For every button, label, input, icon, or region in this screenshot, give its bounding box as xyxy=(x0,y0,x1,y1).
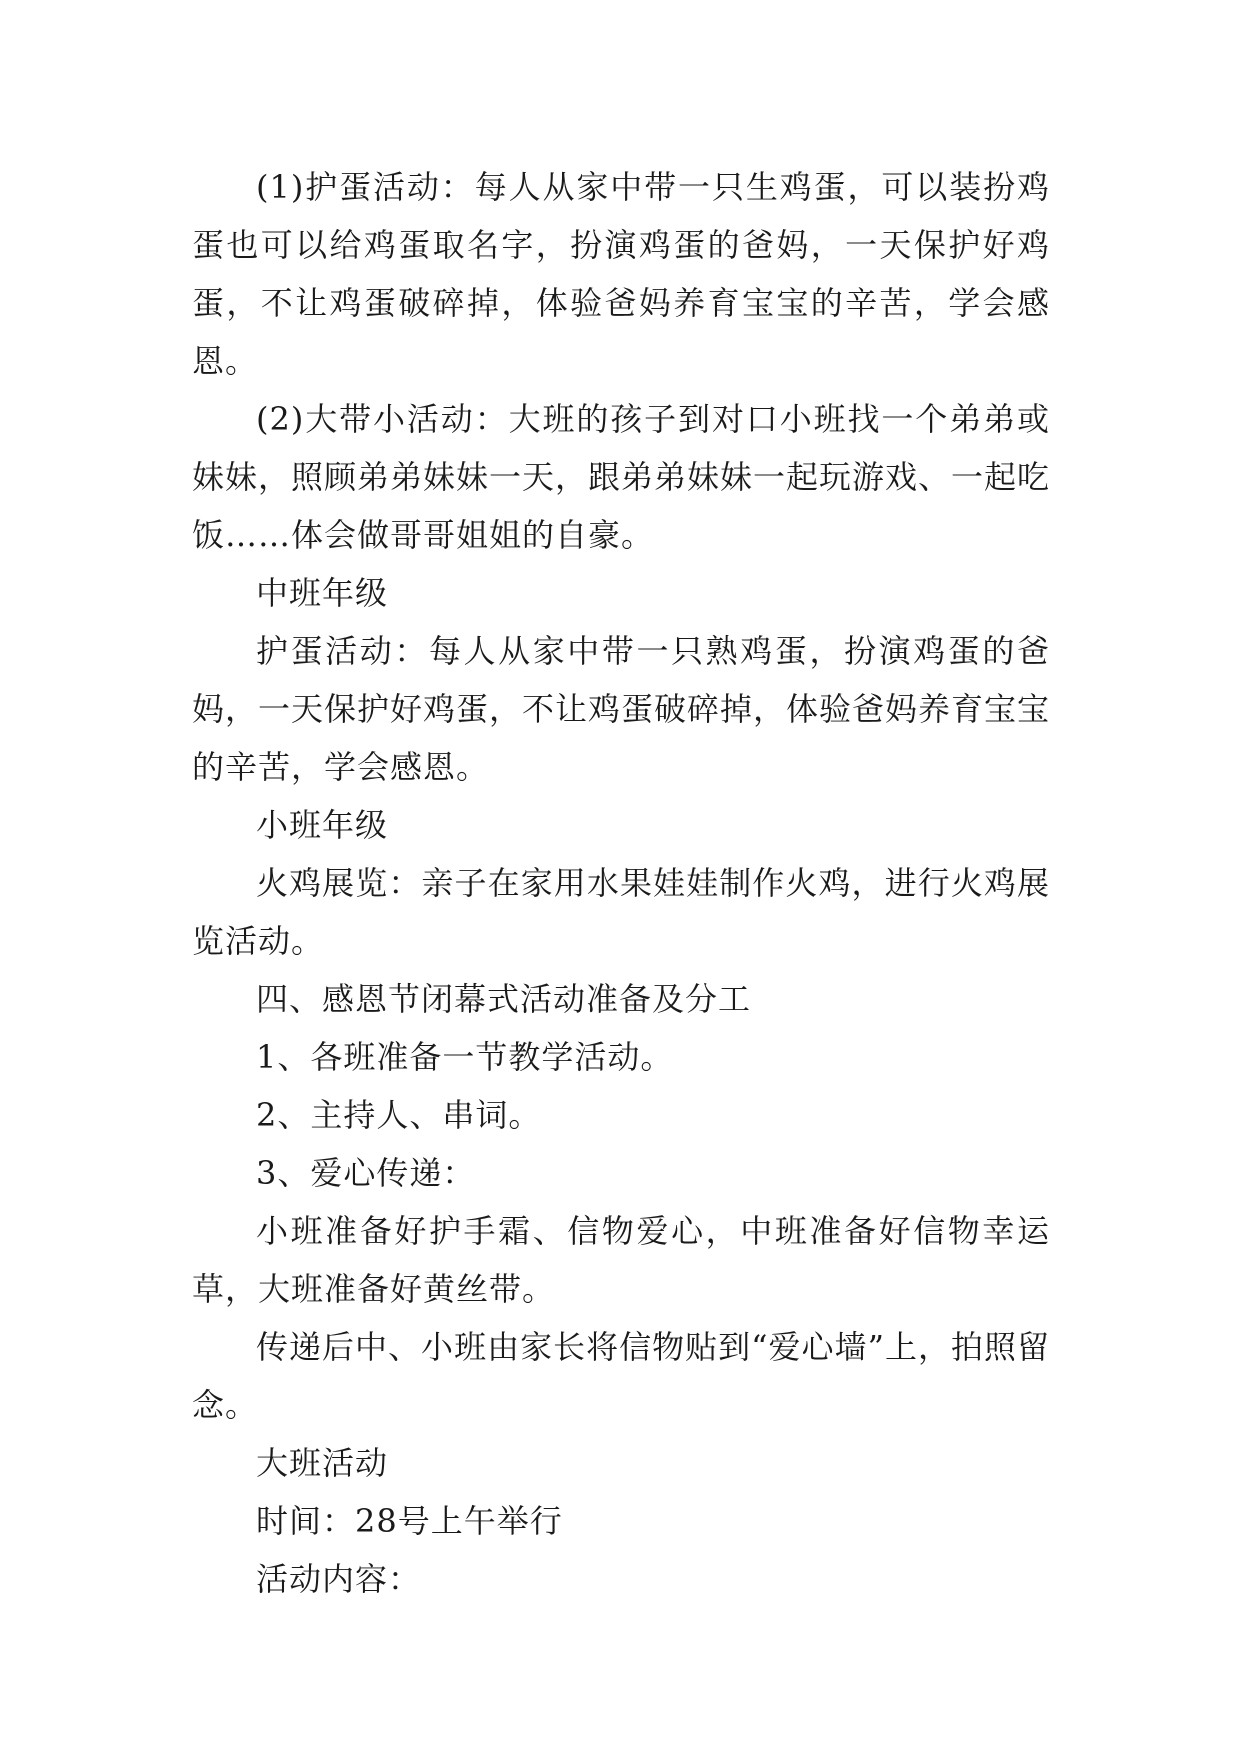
list-item-2: 2、主持人、串词。 xyxy=(256,1096,542,1134)
paragraph-big-helps-small: (2)大带小活动：大班的孩子到对口小班找一个弟弟或妹妹，照顾弟弟妹妹一天，跟弟弟妹妹一起玩游戏、一起吃饭……体会做哥哥姐姐的自豪。 xyxy=(192,400,1051,554)
list-item-3: 3、爱心传递： xyxy=(256,1154,476,1192)
paragraph-love-wall: 传递后中、小班由家长将信物贴到“爱心墙”上，拍照留念。 xyxy=(192,1328,1050,1424)
heading-middle-class: 中班年级 xyxy=(256,574,389,612)
heading-closing-ceremony: 四、感恩节闭幕式活动准备及分工 xyxy=(256,980,752,1018)
paragraph-egg-protection-large: (1)护蛋活动：每人从家中带一只生鸡蛋，可以装扮鸡蛋也可以给鸡蛋取名字，扮演鸡蛋的爸妈，一天保护好鸡蛋，不让鸡蛋破碎掉，体验爸妈养育宝宝的辛苦，学会感恩。 xyxy=(192,168,1050,380)
paragraph-time: 时间：28号上午举行 xyxy=(256,1502,563,1540)
paragraph-love-items: 小班准备好护手霜、信物爱心，中班准备好信物幸运草，大班准备好黄丝带。 xyxy=(192,1212,1050,1308)
heading-small-class: 小班年级 xyxy=(256,806,389,844)
list-item-1: 1、各班准备一节教学活动。 xyxy=(256,1038,674,1076)
paragraph-turkey-exhibition: 火鸡展览：亲子在家用水果娃娃制作火鸡，进行火鸡展览活动。 xyxy=(192,864,1050,960)
heading-large-class-activity: 大班活动 xyxy=(256,1444,389,1482)
paragraph-egg-protection-middle: 护蛋活动：每人从家中带一只熟鸡蛋，扮演鸡蛋的爸妈，一天保护好鸡蛋，不让鸡蛋破碎掉，体验爸妈养育宝宝的辛苦，学会感恩。 xyxy=(192,632,1051,786)
paragraph-activity-content: 活动内容： xyxy=(256,1560,422,1598)
document-body xyxy=(192,158,1050,1608)
